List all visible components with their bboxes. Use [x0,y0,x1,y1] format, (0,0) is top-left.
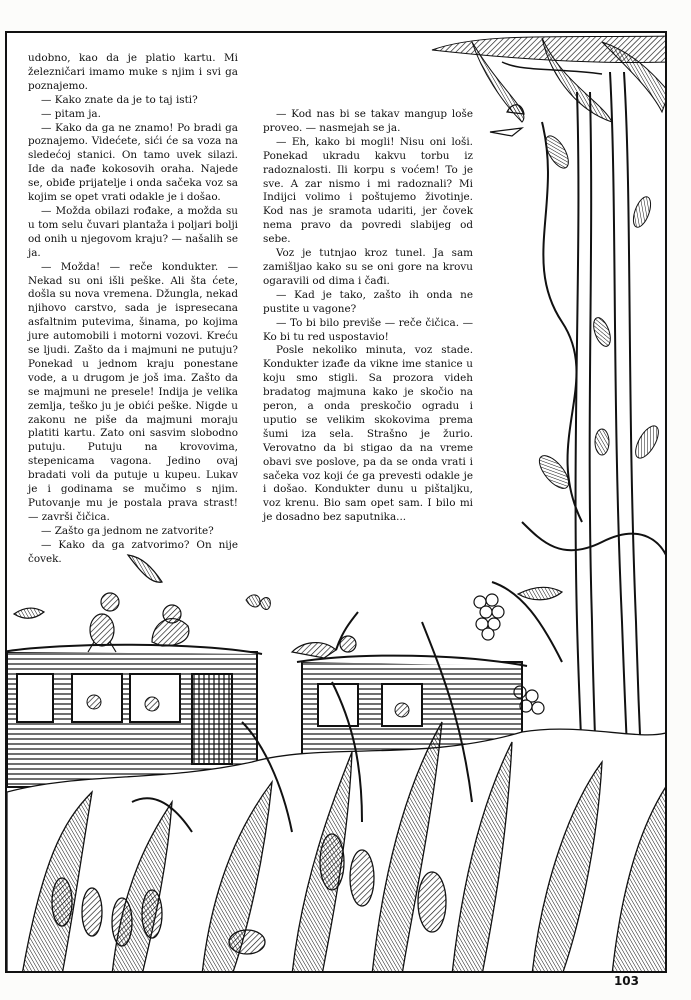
bird-icon [490,105,524,136]
butterfly-icon [246,595,270,610]
paragraph: — Zašto ga jednom ne zatvorite? [41,524,214,537]
paragraph: — Možda! — reče kondukter. — Nekad su oni išli peške. Ali šta ćete, došla su nova vremena. Džungla, nekad njihovo carstvo, sada je ispresecana asfaltnim putevima, šinama, po kojima jure automobili i motorni vozovi. Kreću se ljudi. Zašto da i majmuni ne putuju? Ponekad u jednom kraju ponestane vode, a u drugom je još ima. Zašto da se majmuni ne presele! Indija je velika zemlja, teško ju je obići peške. Nigde u zakonu ne piše da majmuni moraju platiti kartu. Zato oni sasvim slobodno putuju. Putuju na krovovima, stepenicama vagona. Jedino ovaj bradati voli da putuje u kupeu. Lukav je i godinama se mučimo s njim. Putovanje mu je postala prava strast! — završi čičica. [28,260,238,523]
paragraph: — Kako da ga ne znamo! Po bradi ga poznajemo. Videćete, sići će sa voza na sledećoj stanici. On tamo uvek silazi. Ide da nađe kokosovih oraha. Najede se, obiđe prijatelje i onda sačeka voz sa kojim se opet vrati odakle je i došao. [28,121,238,204]
paragraph: — pitam ja. [41,107,101,120]
paragraph: — Kako da ga zatvorimo? On nije čovek. [28,538,238,565]
paragraph: udobno, kao da je platio kartu. Mi železničari imamo muke s njim i svi ga poznajemo. [28,52,238,92]
paragraph: — Kako znate da je to taj isti? [41,93,198,106]
text-column-right [263,108,473,525]
paragraph: Voz je tutnjao kroz tunel. Ja sam zamišljao kako su se oni gore na krovu ogaravili od dima i čađi. [263,247,473,287]
paragraph: — Kod nas bi se takav mangup loše proveo. — nasmejah se ja. [263,108,473,134]
paragraph: — Možda obilazi rođake, a možda su u tom selu čuvari plantaža i poljari bolji od onih u njegovom kraju? — našalih se ja. [28,204,238,259]
page-number: 103 [613,974,639,988]
paragraph: Posle nekoliko minuta, voz stade. Kondukter izađe da vikne ime stanice u koju smo stigli. Sa prozora videh bradatog majmuna kako je skočio na peron, a onda preskočio ogradu i uputio se velikim skokovima prema šumi iza sela. Strašno je žurio. Verovatno da bi stigao da na vreme obavi sve poslove, pa da se onda vrati i sačeka voz koji će ga prevesti odakle je i došao. Kondukter dunu u pištaljku, voz krenu. Bio sam opet sam. I bilo mi je dosadno bez saputnika... [263,344,473,524]
paragraph: — Kad je tako, zašto ih onda ne pustite u vagone? [263,288,473,315]
vine-leaves [534,132,663,493]
bird-icon [14,608,44,618]
paragraph: — To bi bilo previše — reče čičica. — Ko bi tu red uspostavio! [263,316,473,343]
page-frame [5,31,667,973]
paragraph: — Eh, kako bi mogli! Nisu oni loši. Ponekad ukradu kakvu torbu iz radoznalosti. Ili korpu s voćem! To je sve. A zar nismo i mi radoznali? Mi Indijci volimo i poštujemo životinje. Kod nas je sramota udariti, jer čovek nema pravo da povredi slabijeg od sebe. [263,135,473,246]
text-column-left [28,52,238,567]
bird-icon [518,587,562,600]
train-car-left [7,645,262,787]
